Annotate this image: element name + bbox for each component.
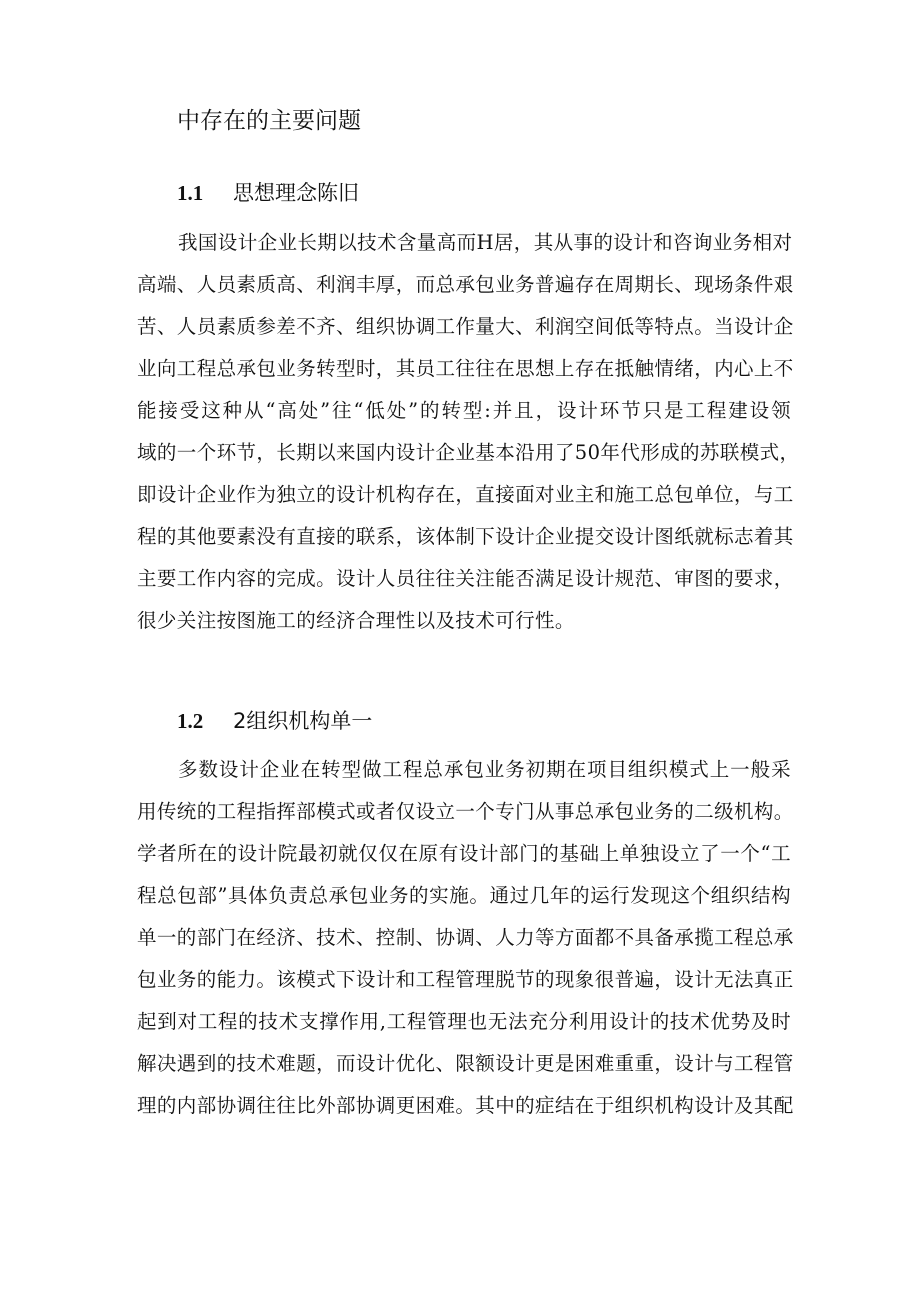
text-line: 多数设计企业在转型做工程总承包业务初期在项目组织模式上一般采 xyxy=(178,758,791,781)
paragraph-1-2 xyxy=(137,749,794,1127)
text-line: 理的内部协调往往比外部协调更困难。其中的症结在于组织机构设计及其配 xyxy=(137,1094,794,1117)
chapter-heading: 中存在的主要问题 xyxy=(177,108,361,134)
section-title: 思想理念陈旧 xyxy=(233,181,359,205)
text-line: 高端、人员素质高、利润丰厚，而总承包业务普遍存在周期长、现场条件艰 xyxy=(137,273,794,296)
text-line: 解决遇到的技术难题，而设计优化、限额设计更是困难重重，设计与工程管 xyxy=(137,1052,794,1075)
text-line: 我国设计企业长期以技术含量高而H居，其从事的设计和咨询业务相对 xyxy=(178,231,793,254)
paragraph-1-1 xyxy=(137,222,800,642)
text-line: 学者所在的设计院最初就仅仅在原有设计部门的基础上单独设立了一个“工 xyxy=(137,842,791,865)
text-line: 苦、人员素质参差不齐、组织协调工作量大、利润空间低等特点。当设计企 xyxy=(137,315,794,338)
text-line: 程的其他要素没有直接的联系，该体制下设计企业提交设计图纸就标志着其 xyxy=(137,525,794,548)
text-line: 程总包部”具体负责总承包业务的实施。通过几年的运行发现这个组织结构 xyxy=(137,884,791,907)
text-line: 主要工作内容的完成。设计人员往往关注能否满足设计规范、审图的要求， xyxy=(137,567,794,590)
text-line: 能接受这种从“高处”往“低处”的转型:并且，设计环节只是工程建设领 xyxy=(137,399,791,422)
text-line: 起到对工程的技术支撑作用,工程管理也无法充分利用设计的技术优势及时 xyxy=(137,1010,791,1033)
text-line: 即设计企业作为独立的设计机构存在，直接面对业主和施工总包单位，与工 xyxy=(137,483,794,506)
text-line: 单一的部门在经济、技术、控制、协调、人力等方面都不具备承揽工程总承 xyxy=(137,926,794,949)
text-line: 域的一个环节，长期以来国内设计企业基本沿用了50年代形成的苏联模式， xyxy=(137,441,800,464)
text-line: 包业务的能力。该模式下设计和工程管理脱节的现象很普遍，设计无法真正 xyxy=(137,968,794,991)
section-number: 1.1 xyxy=(177,181,204,205)
section-heading-1-1 xyxy=(177,176,359,210)
section-title: 2组织机构单一 xyxy=(233,709,373,733)
section-number: 1.2 xyxy=(177,709,204,733)
text-line: 用传统的工程指挥部模式或者仅设立一个专门从事总承包业务的二级机构。 xyxy=(137,800,794,823)
text-line: 业向工程总承包业务转型时，其员工往往在思想上存在抵触情绪，内心上不 xyxy=(137,357,794,380)
section-heading-1-2 xyxy=(177,704,372,738)
text-line: 很少关注按图施工的经济合理性以及技术可行性。 xyxy=(137,609,575,632)
